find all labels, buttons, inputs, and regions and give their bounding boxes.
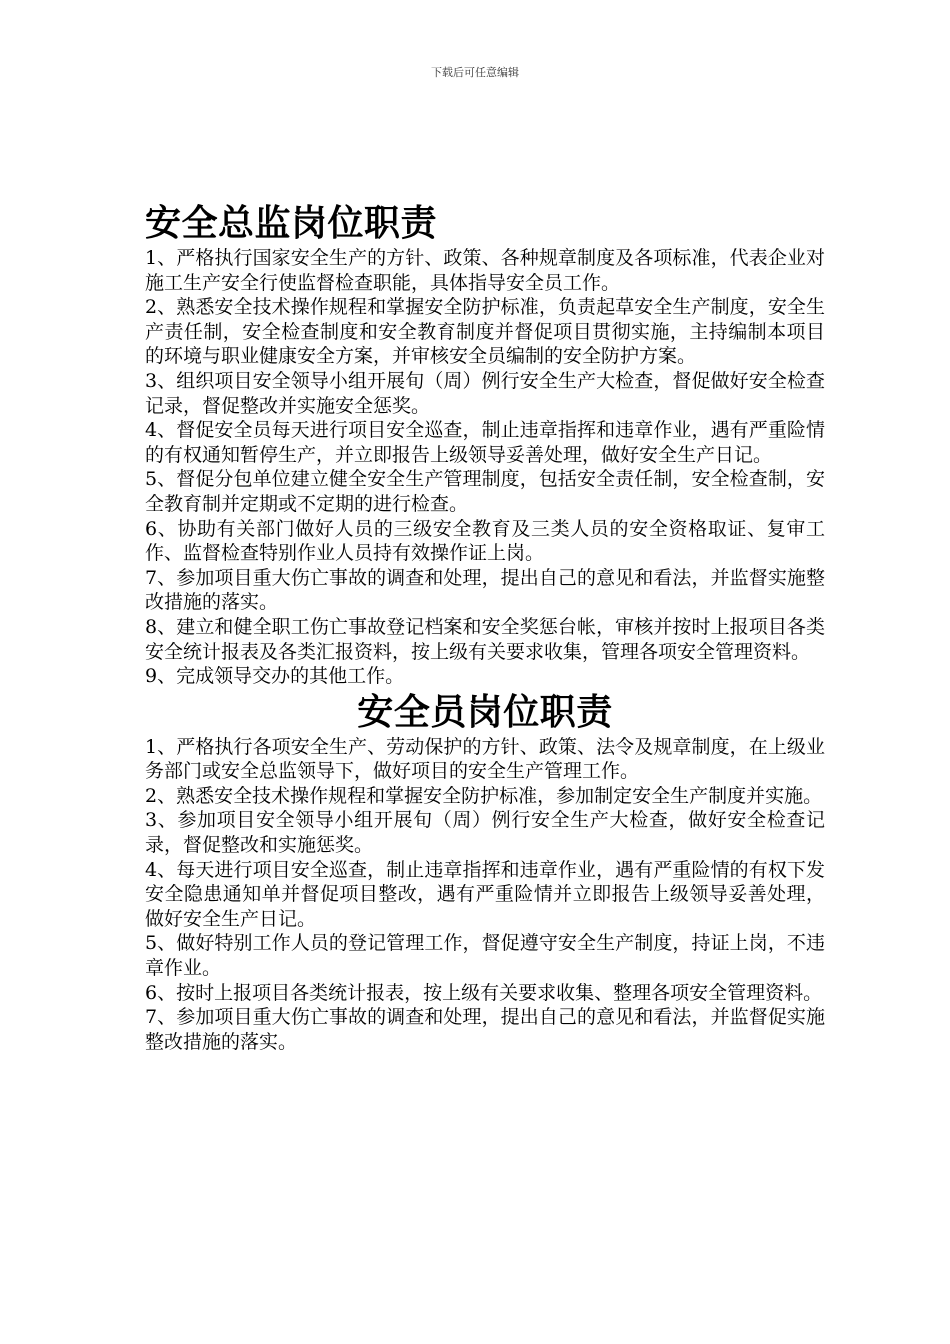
document-body [145, 200, 825, 1054]
section-title-safety-officer: 安全员岗位职责 [357, 690, 613, 733]
list-item: 8、建立和健全职工伤亡事故登记档案和安全奖惩台帐，审核并按时上报项目各类安全统计报表及各类汇报资料，按上级有关要求收集，管理各项安全管理资料。 [145, 615, 825, 663]
list-item: 3、参加项目安全领导小组开展旬（周）例行安全生产大检查，做好安全检查记录，督促整改和实施惩奖。 [145, 809, 825, 857]
section-title-safety-director: 安全总监岗位职责 [145, 202, 438, 244]
list-item: 6、按时上报项目各类统计报表，按上级有关要求收集、整理各项安全管理资料。 [145, 981, 823, 1004]
list-item: 2、熟悉安全技术操作规程和掌握安全防护标准，参加制定安全生产制度并实施。 [145, 784, 823, 807]
safety-officer-duties-list [145, 735, 825, 1055]
list-item: 9、完成领导交办的其他工作。 [145, 665, 405, 688]
safety-director-duties-list [145, 246, 825, 689]
list-item: 1、严格执行各项安全生产、劳动保护的方针、政策、法令及规章制度，在上级业务部门或安全总监领导下，做好项目的安全生产管理工作。 [145, 735, 825, 783]
list-item: 3、组织项目安全领导小组开展旬（周）例行安全生产大检查，督促做好安全检查记录，督促整改并实施安全惩奖。 [145, 369, 825, 417]
list-item: 4、每天进行项目安全巡查，制止违章指挥和违章作业，遇有严重险情的有权下发安全隐患通知单并督促项目整改，遇有严重险情并立即报告上级领导妥善处理，做好安全生产日记。 [145, 858, 825, 930]
list-item: 2、熟悉安全技术操作规程和掌握安全防护标准，负责起草安全生产制度，安全生产责任制，安全检查制度和安全教育制度并督促项目贯彻实施，主持编制本项目的环境与职业健康安全方案，并审核安全员编制的安全防护方案。 [145, 296, 825, 368]
list-item: 5、督促分包单位建立健全安全生产管理制度，包括安全责任制，安全检查制，安全教育制并定期或不定期的进行检查。 [145, 468, 825, 515]
page-header-note: 下载后可任意编辑 [431, 66, 519, 79]
list-item: 5、做好特别工作人员的登记管理工作，督促遵守安全生产制度，持证上岗，不违章作业。 [145, 932, 825, 980]
list-item: 1、严格执行国家安全生产的方针、政策、各种规章制度及各项标准，代表企业对施工生产安全行使监督检查职能，具体指导安全员工作。 [145, 247, 825, 294]
list-item: 4、督促安全员每天进行项目安全巡查，制止违章指挥和违章作业，遇有严重险情的有权通知暂停生产，并立即报告上级领导妥善处理，做好安全生产日记。 [145, 419, 825, 466]
list-item: 7、参加项目重大伤亡事故的调查和处理，提出自己的意见和看法，并监督促实施整改措施的落实。 [145, 1006, 825, 1053]
list-item: 6、协助有关部门做好人员的三级安全教育及三类人员的安全资格取证、复审工作、监督检查特别作业人员持有效操作证上岗。 [145, 517, 825, 565]
list-item: 7、参加项目重大伤亡事故的调查和处理，提出自己的意见和看法，并监督实施整改措施的落实。 [145, 566, 825, 614]
